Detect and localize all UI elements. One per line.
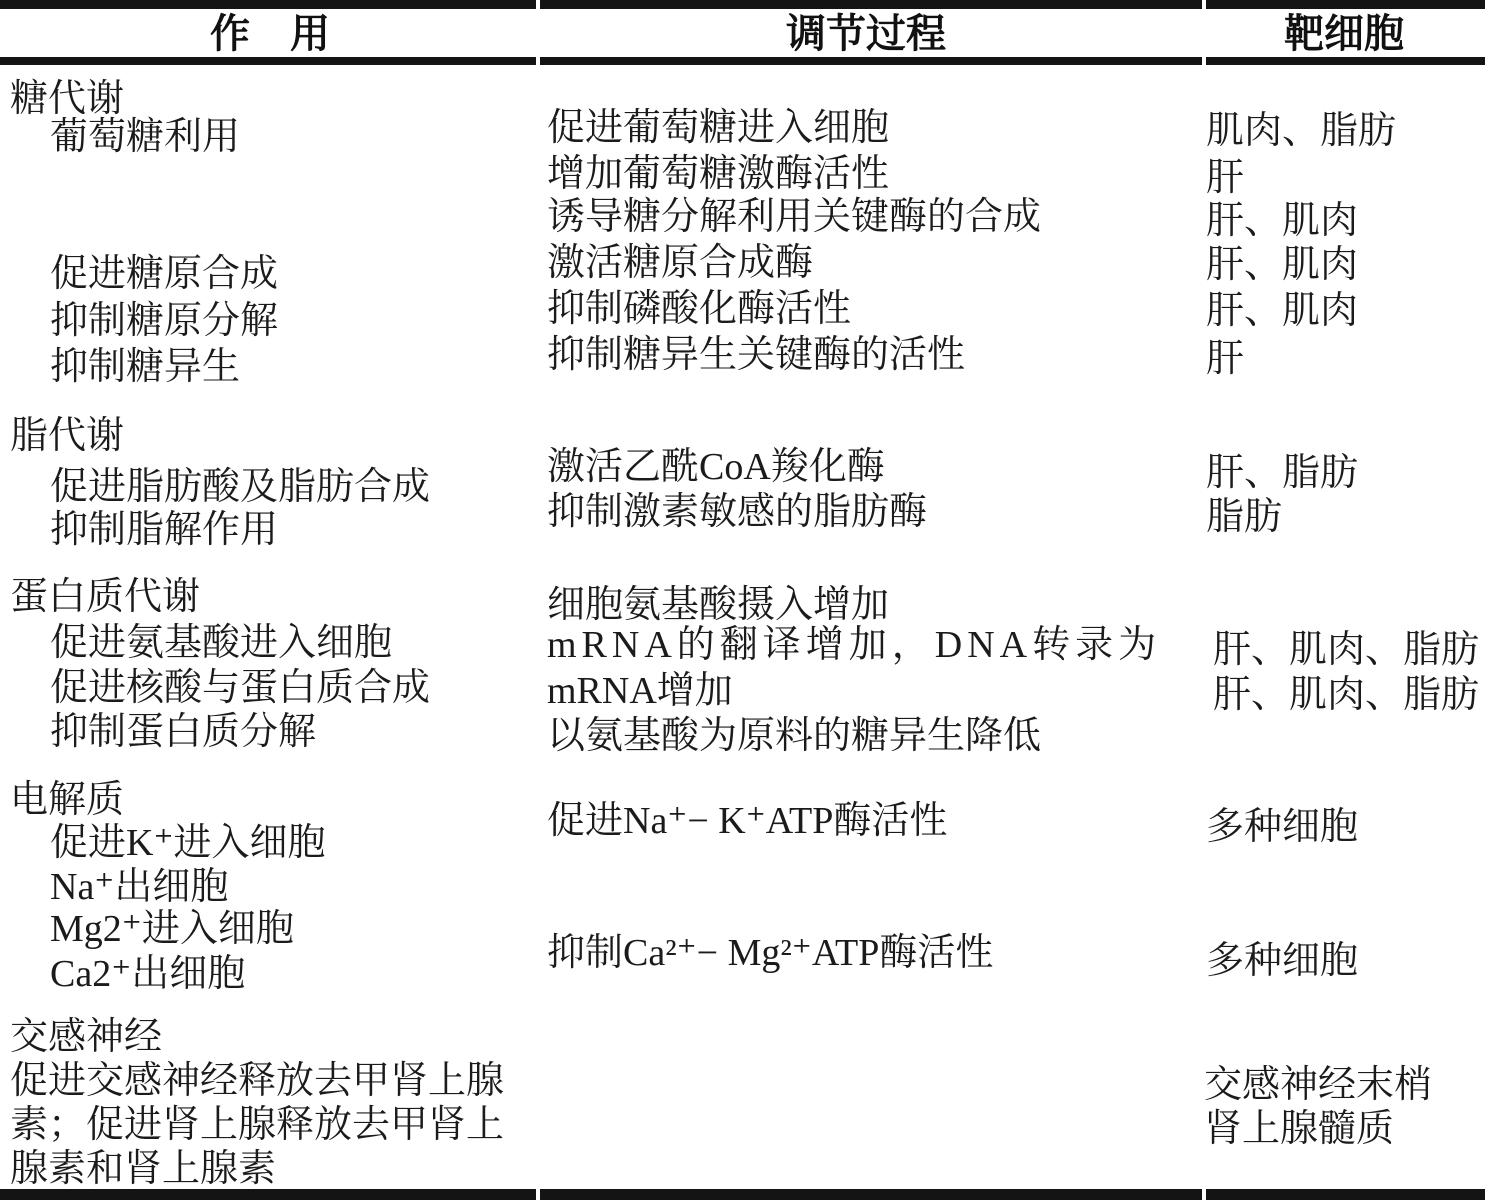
action-item: 葡萄糖利用 — [50, 116, 241, 158]
action-item: Na⁺出细胞 — [50, 866, 229, 908]
action-item: 促进K⁺进入细胞 — [50, 822, 326, 864]
process-item: 促进Na⁺− K⁺ATP酶活性 — [547, 800, 948, 842]
action-item: 抑制糖异生 — [50, 346, 241, 388]
target-item: 脂肪 — [1206, 496, 1283, 538]
header-rule-segment — [0, 57, 536, 65]
section-title: 交感神经 — [10, 1016, 163, 1058]
action-item: 腺素和肾上腺素 — [10, 1148, 277, 1190]
process-item: 激活糖原合成酶 — [547, 242, 814, 284]
header-rule-segment — [540, 57, 1202, 65]
section-title: 蛋白质代谢 — [10, 576, 201, 618]
column-header-target: 靶细胞 — [1284, 11, 1404, 56]
section-title: 电解质 — [10, 779, 125, 821]
process-item: 诱导糖分解利用关键酶的合成 — [547, 196, 1042, 238]
column-header-process: 调节过程 — [786, 11, 946, 56]
action-item: Mg2⁺进入细胞 — [50, 908, 294, 950]
target-item: 肝 — [1206, 338, 1245, 380]
process-item: 抑制Ca²⁺− Mg²⁺ATP酶活性 — [547, 932, 994, 974]
process-item: 激活乙酰CoA羧化酶 — [547, 446, 885, 488]
top-rule-segment — [0, 0, 536, 9]
target-item: 肝、肌肉、脂肪 — [1213, 674, 1480, 716]
process-item: 增加葡萄糖激酶活性 — [547, 153, 890, 195]
process-item: 细胞氨基酸摄入增加 — [547, 584, 890, 626]
action-item: 促进糖原合成 — [50, 253, 279, 295]
process-item: mRNA的翻译增加，DNA转录为 — [547, 624, 1162, 666]
process-item: 抑制激素敏感的脂肪酶 — [547, 491, 928, 533]
action-item: 促进氨基酸进入细胞 — [50, 622, 393, 664]
section-title: 糖代谢 — [10, 78, 125, 120]
top-rule-segment — [540, 0, 1202, 9]
process-item: 抑制磷酸化酶活性 — [547, 288, 852, 330]
target-item: 交感神经末梢 — [1204, 1064, 1433, 1106]
section-title: 脂代谢 — [10, 415, 125, 457]
target-item: 肝、肌肉 — [1206, 244, 1359, 286]
process-item: 抑制糖异生关键酶的活性 — [547, 334, 966, 376]
target-item: 多种细胞 — [1206, 806, 1359, 848]
target-item: 肝、脂肪 — [1206, 452, 1359, 494]
target-item: 肌肉、脂肪 — [1206, 110, 1397, 152]
action-item: 抑制糖原分解 — [50, 300, 279, 342]
action-item: 促进交感神经释放去甲肾上腺 — [10, 1060, 505, 1102]
target-item: 肝、肌肉 — [1206, 200, 1359, 242]
header-rule-segment — [1206, 57, 1485, 65]
top-rule-segment — [1206, 0, 1485, 9]
action-item: 抑制脂解作用 — [50, 509, 279, 551]
action-item: 抑制蛋白质分解 — [50, 711, 317, 753]
process-item: 以氨基酸为原料的糖异生降低 — [547, 715, 1042, 757]
action-item: 素；促进肾上腺释放去甲肾上 — [10, 1104, 505, 1146]
target-item: 多种细胞 — [1206, 940, 1359, 982]
column-header-action: 作 用 — [210, 11, 330, 56]
target-item: 肝 — [1206, 157, 1245, 199]
process-item: mRNA增加 — [547, 670, 733, 712]
target-item: 肾上腺髓质 — [1204, 1108, 1395, 1150]
action-item: 促进核酸与蛋白质合成 — [50, 667, 431, 709]
target-item: 肝、肌肉 — [1206, 290, 1359, 332]
action-item: 促进脂肪酸及脂肪合成 — [50, 466, 431, 508]
action-item: Ca2⁺出细胞 — [50, 953, 246, 995]
bottom-rule-segment — [1206, 1189, 1485, 1200]
target-item: 肝、肌肉、脂肪 — [1213, 629, 1480, 671]
bottom-rule-segment — [540, 1189, 1202, 1200]
process-item: 促进葡萄糖进入细胞 — [547, 107, 890, 149]
